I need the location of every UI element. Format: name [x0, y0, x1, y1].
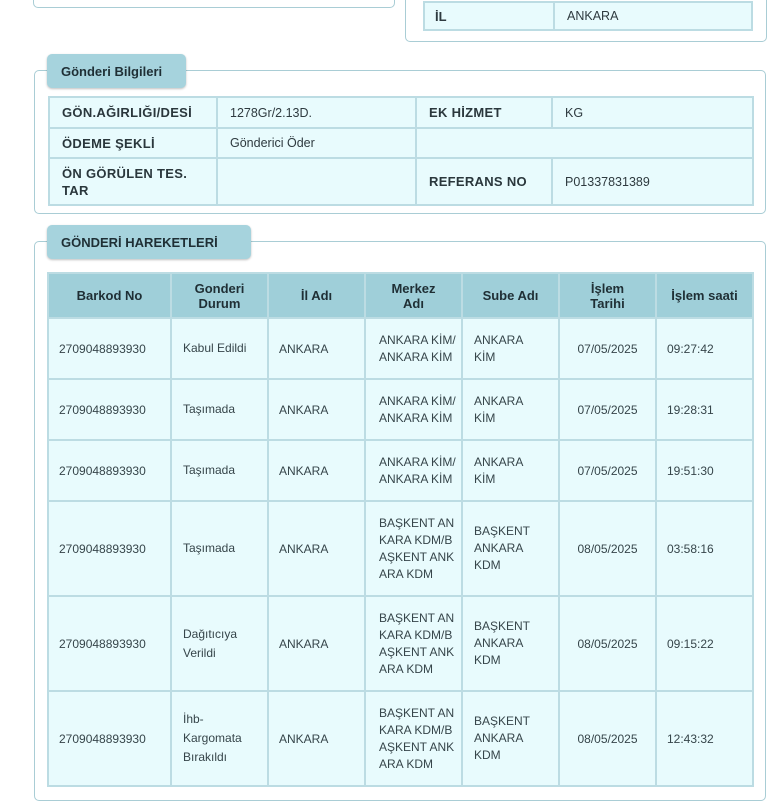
expected-delivery-value	[217, 158, 416, 205]
table-row	[48, 379, 753, 440]
col-header-il: İl Adı	[268, 273, 365, 318]
il-cell: ANKARA	[268, 440, 365, 501]
tarih-cell: 08/05/2025	[559, 596, 656, 691]
tarih-cell: 08/05/2025	[559, 501, 656, 596]
weight-value: 1278Gr/2.13D.	[217, 97, 416, 128]
barkod-cell: 2709048893930	[48, 691, 171, 786]
il-cell: ANKARA	[268, 501, 365, 596]
merkez-text: BAŞKENT ANKARA KDM/BAŞKENT ANKARA KDM	[379, 705, 455, 771]
sube-cell	[462, 379, 559, 440]
sube-cell	[462, 501, 559, 596]
upper-right-panel	[405, 0, 767, 42]
durum-cell: Taşımada	[171, 379, 268, 440]
weight-label: GÖN.AĞIRLIĞI/DESİ	[49, 97, 217, 128]
saat-cell: 19:28:31	[656, 379, 753, 440]
table-row	[48, 596, 753, 691]
shipment-info-title: Gönderi Bilgileri	[47, 54, 186, 88]
il-cell: ANKARA	[268, 596, 365, 691]
merkez-cell	[365, 318, 462, 379]
upper-left-panel	[33, 0, 395, 8]
table-row	[48, 501, 753, 596]
merkez-cell	[365, 596, 462, 691]
upper-il-table	[423, 1, 753, 31]
reference-value: P01337831389	[552, 158, 753, 205]
sube-text: ANKARA KİM	[474, 454, 523, 486]
saat-cell: 19:51:30	[656, 440, 753, 501]
il-cell: ANKARA	[268, 691, 365, 786]
sube-cell	[462, 596, 559, 691]
barkod-cell: 2709048893930	[48, 501, 171, 596]
durum-text: İhb-Kargomata Bırakıldı	[183, 712, 242, 764]
durum-cell: Kabul Edildi	[171, 318, 268, 379]
shipment-movements-table	[47, 272, 754, 787]
durum-cell: Taşımada	[171, 501, 268, 596]
il-cell: ANKARA	[268, 318, 365, 379]
merkez-cell	[365, 691, 462, 786]
col-header-durum: Gonderi Durum	[171, 273, 268, 318]
empty-cell	[416, 128, 753, 158]
merkez-cell	[365, 440, 462, 501]
merkez-text: ANKARA KİM/ANKARA KİM	[379, 332, 456, 364]
durum-cell	[171, 596, 268, 691]
saat-cell: 03:58:16	[656, 501, 753, 596]
payment-value: Gönderici Öder	[217, 128, 416, 158]
barkod-cell: 2709048893930	[48, 440, 171, 501]
col-header-tarih: İşlem Tarihi	[559, 273, 656, 318]
shipment-info-table	[48, 96, 754, 206]
sube-text: ANKARA KİM	[474, 332, 523, 364]
sube-text: BAŞKENT ANKARA KDM	[474, 619, 530, 667]
shipment-movements-title: GÖNDERİ HAREKETLERİ	[47, 225, 251, 259]
durum-cell: Taşımada	[171, 440, 268, 501]
shipment-info-row	[49, 158, 753, 205]
merkez-text: BAŞKENT ANKARA KDM/BAŞKENT ANKARA KDM	[379, 610, 455, 676]
tarih-cell: 07/05/2025	[559, 440, 656, 501]
sube-cell	[462, 691, 559, 786]
saat-cell: 09:15:22	[656, 596, 753, 691]
il-value: ANKARA	[554, 2, 752, 30]
sube-cell	[462, 440, 559, 501]
durum-cell	[171, 691, 268, 786]
barkod-cell: 2709048893930	[48, 596, 171, 691]
col-header-merkez: Merkez Adı	[365, 273, 462, 318]
table-row	[48, 691, 753, 786]
col-header-saat: İşlem saati	[656, 273, 753, 318]
merkez-cell	[365, 501, 462, 596]
shipment-info-row	[49, 97, 753, 128]
extra-service-value: KG	[552, 97, 753, 128]
expected-delivery-label: ÖN GÖRÜLEN TES. TAR	[49, 158, 217, 205]
col-header-sube: Sube Adı	[462, 273, 559, 318]
col-header-barkod: Barkod No	[48, 273, 171, 318]
table-header-row	[48, 273, 753, 318]
merkez-text: BAŞKENT ANKARA KDM/BAŞKENT ANKARA KDM	[379, 515, 455, 581]
barkod-cell: 2709048893930	[48, 379, 171, 440]
merkez-cell	[365, 379, 462, 440]
tarih-cell: 07/05/2025	[559, 318, 656, 379]
sube-cell	[462, 318, 559, 379]
reference-label: REFERANS NO	[416, 158, 552, 205]
merkez-text: ANKARA KİM/ANKARA KİM	[379, 454, 456, 486]
tarih-cell: 07/05/2025	[559, 379, 656, 440]
table-row	[48, 440, 753, 501]
sube-text: BAŞKENT ANKARA KDM	[474, 714, 530, 762]
barkod-cell: 2709048893930	[48, 318, 171, 379]
payment-label: ÖDEME ŞEKLİ	[49, 128, 217, 158]
shipment-info-row	[49, 128, 753, 158]
saat-cell: 12:43:32	[656, 691, 753, 786]
sube-text: BAŞKENT ANKARA KDM	[474, 524, 530, 572]
durum-text: Dağıtıcıya Verildi	[183, 626, 238, 660]
sube-text: ANKARA KİM	[474, 393, 523, 425]
table-row	[48, 318, 753, 379]
il-label: İL	[424, 2, 554, 30]
tarih-cell: 08/05/2025	[559, 691, 656, 786]
il-cell: ANKARA	[268, 379, 365, 440]
merkez-text: ANKARA KİM/ANKARA KİM	[379, 393, 456, 425]
extra-service-label: EK HİZMET	[416, 97, 552, 128]
saat-cell: 09:27:42	[656, 318, 753, 379]
